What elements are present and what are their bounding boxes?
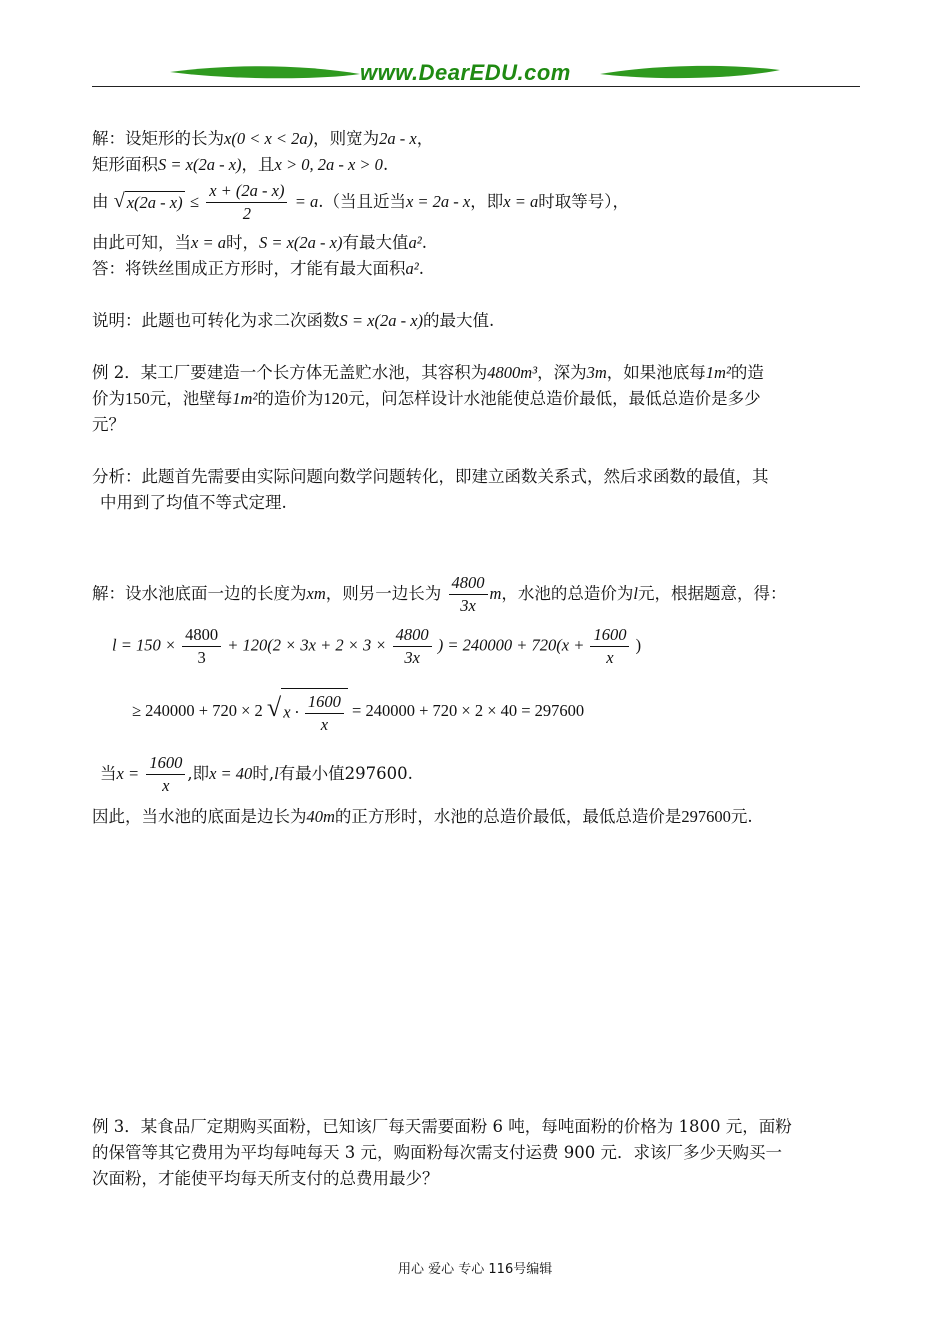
sol1-answer: 答：将铁丝围成正方形时，才能有最大面积a². <box>92 259 424 278</box>
analysis2-line2: 中用到了均值不等式定理. <box>100 493 287 512</box>
sol2-equation1: l = 150 × $\frac{4800}{3}$ + 120(2 × 3x + 2 × 3 × $\frac{4800}{3x}$ ) = 240000 + 720(x + $\frac{1600}{x}$ ) <box>112 625 642 667</box>
sol1-line3: 由 √ x(2a - x) ≤ $\frac{x + (2a - x)}{2}$ = a.（当且近当x = 2a - x，即x = a时取等号）， <box>92 181 629 223</box>
fraction: $\frac{1600}{x}$ <box>305 691 344 736</box>
fraction: $\frac{4800}{3x}$ <box>393 624 432 669</box>
example2-line1: 例 2．某工厂要建造一个长方体无盖贮水池，其容积为4800m³，深为3m，如果池底每1m²的造 <box>92 363 764 382</box>
header-rule <box>92 86 860 87</box>
fraction: $\frac{4800}{3}$ <box>182 624 221 669</box>
sol1-line2: 矩形面积S = x(2a - x)，且x > 0, 2a - x > 0. <box>92 155 389 174</box>
sol1-line1: 解：设矩形的长为x(0 < x < 2a)，则宽为2a - x， <box>92 129 434 148</box>
fraction: $\frac{4800}{3x}$ <box>449 572 488 617</box>
analysis2-line1: 分析：此题首先需要由实际问题向数学问题转化，即建立函数关系式，然后求函数的最值，其 <box>92 467 769 486</box>
sol1-line4: 由此可知，当x = a时，S = x(2a - x)有最大值a². <box>92 233 427 252</box>
sol2-line1: 解：设水池底面一边的长度为xm，则另一边长为 $\frac{4800}{3x}$ m，水池的总造价为l元，根据题意，得： <box>92 573 787 615</box>
sqrt-symbol: √ <box>113 190 125 212</box>
page-footer: 用心 爱心 专心 116号编辑 <box>398 1262 553 1277</box>
sol2-equation3: 当x = $\frac{1600}{x}$ ,即x = 40时,l有最小值297600. <box>100 753 413 795</box>
example3-line3: 次面粉，才能使平均每天所支付的总费用最少？ <box>92 1169 439 1188</box>
fraction: $\frac{x + (2a - x)}{2}$ <box>206 180 287 225</box>
sol2-conclusion: 因此，当水池的底面是边长为40m的正方形时，水池的总造价最低，最低总造价是297600元. <box>92 807 753 826</box>
sqrt-symbol: √ <box>266 692 282 722</box>
example2-line3: 元？ <box>92 415 125 434</box>
example3-line1: 例 3．某食品厂定期购买面粉，已知该厂每天需要面粉 6 吨，每吨面粉的价格为 1800 元，面粉 <box>92 1117 792 1136</box>
sol2-equation2: ≥ 240000 + 720 × 2 √ x · $\frac{1600}{x}$ = 240000 + 720 × 2 × 40 = 297600 <box>132 688 584 736</box>
fraction: $\frac{1600}{x}$ <box>590 624 629 669</box>
example3-line2: 的保管等其它费用为平均每吨每天 3 元，购面粉每次需支付运费 900 元．求该厂多少天购买一 <box>92 1143 782 1162</box>
fraction: $\frac{1600}{x}$ <box>146 752 185 797</box>
example2-line2: 价为150元，池壁每1m²的造价为120元，问怎样设计水池能使总造价最低，最低总造价是多少 <box>92 389 761 408</box>
note1-paragraph: 说明：此题也可转化为求二次函数S = x(2a - x)的最大值. <box>92 311 495 330</box>
logo-text: www.DearEDU.com <box>360 60 571 85</box>
